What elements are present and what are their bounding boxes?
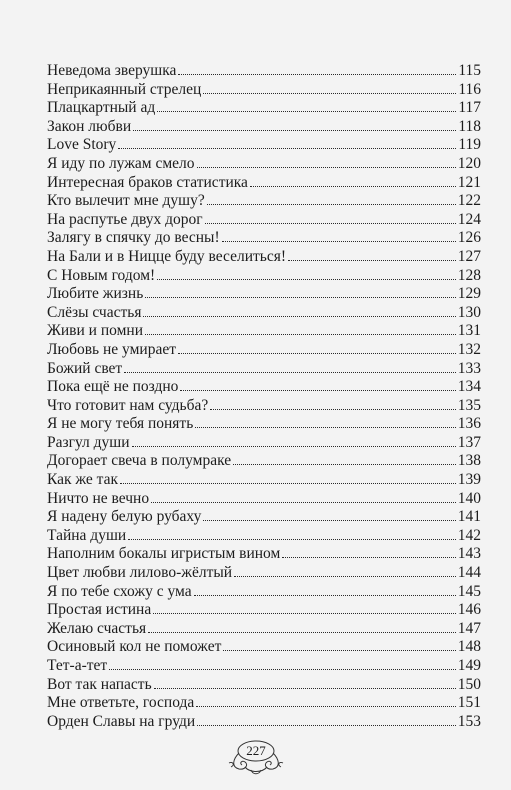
toc-entry-title: Осиновый кол не поможет bbox=[47, 638, 222, 656]
toc-entry-title: Я надену белую рубаху bbox=[47, 508, 202, 526]
toc-entry-page-number: 142 bbox=[457, 526, 481, 544]
dot-leader bbox=[124, 372, 456, 373]
toc-entry-page-number: 115 bbox=[458, 62, 481, 79]
toc-entry bbox=[47, 248, 481, 267]
toc-entry-title: Пока ещё не поздно bbox=[47, 378, 179, 396]
toc-entry-page-number: 136 bbox=[457, 415, 481, 433]
toc-entry bbox=[47, 527, 481, 546]
toc-entry-title: Кто вылечит мне душу? bbox=[47, 192, 205, 210]
dot-leader bbox=[205, 223, 456, 224]
toc-entry bbox=[47, 341, 481, 360]
toc-entry-page-number: 127 bbox=[457, 247, 481, 265]
dot-leader bbox=[250, 186, 456, 187]
toc-entry-title: Божий свет bbox=[47, 359, 123, 377]
toc-entry-page-number: 149 bbox=[457, 657, 481, 674]
toc-entry-title: Тет-а-тет bbox=[47, 657, 108, 674]
toc-entry-title: Любовь не умирает bbox=[47, 340, 176, 358]
dot-leader bbox=[223, 650, 455, 651]
toc-entry bbox=[47, 229, 481, 248]
toc-entry-page-number: 146 bbox=[457, 601, 481, 619]
toc-entry-page-number: 137 bbox=[457, 433, 481, 451]
toc-entry-page-number: 147 bbox=[457, 619, 481, 637]
dot-leader bbox=[151, 502, 456, 503]
toc-entry-title: Цвет любви лилово-жёлтый bbox=[47, 564, 233, 582]
toc-entry-title: Как же так bbox=[47, 471, 119, 489]
toc-entry bbox=[47, 434, 481, 453]
toc-entry-page-number: 134 bbox=[457, 378, 481, 396]
toc-entry bbox=[47, 620, 481, 639]
toc-entry bbox=[47, 155, 481, 174]
toc-entry bbox=[47, 452, 481, 471]
dot-leader bbox=[222, 241, 456, 242]
toc-entry-title: На Бали и в Ницце буду веселиться! bbox=[47, 247, 287, 265]
toc-entry-page-number: 124 bbox=[457, 210, 481, 228]
dot-leader bbox=[148, 632, 456, 633]
toc-entry-title: Мне ответьте, господа bbox=[47, 694, 195, 712]
toc-entry-page-number: 145 bbox=[457, 582, 481, 600]
dot-leader bbox=[145, 334, 456, 335]
toc-entry-page-number: 140 bbox=[457, 489, 481, 507]
toc-entry bbox=[47, 118, 481, 137]
dot-leader bbox=[145, 297, 455, 298]
dot-leader bbox=[154, 688, 456, 689]
toc-entry-title: Вот так напасть bbox=[47, 675, 152, 693]
toc-entry bbox=[47, 304, 481, 323]
toc-entry bbox=[47, 601, 481, 620]
toc-entry bbox=[47, 694, 481, 713]
toc-entry bbox=[47, 564, 481, 583]
dot-leader bbox=[157, 279, 456, 280]
toc-entry-title: Наполним бокалы игристым вином bbox=[47, 545, 281, 563]
toc-entry-title: Плацкартный ад bbox=[47, 99, 156, 117]
toc-entry-title: Я по тебе схожу с ума bbox=[47, 582, 192, 600]
toc-entry-title: Я не могу тебя понять bbox=[47, 415, 194, 433]
toc-entry-title: Живи и помни bbox=[47, 322, 143, 340]
toc-entry-page-number: 148 bbox=[457, 638, 481, 656]
toc-entry-title: Ничто не вечно bbox=[47, 489, 150, 507]
toc-entry bbox=[47, 99, 481, 118]
toc-entry-title: Залягу в спячку до весны! bbox=[47, 229, 220, 247]
table-of-contents bbox=[47, 62, 481, 731]
dot-leader bbox=[133, 130, 456, 131]
dot-leader bbox=[195, 427, 455, 428]
toc-entry-page-number: 138 bbox=[457, 452, 481, 470]
toc-entry bbox=[47, 192, 481, 211]
toc-entry-title: Разгул души bbox=[47, 433, 130, 451]
dot-leader bbox=[132, 446, 456, 447]
dot-leader bbox=[118, 148, 456, 149]
toc-entry bbox=[47, 378, 481, 397]
toc-entry-title: Интересная браков статистика bbox=[47, 173, 248, 191]
toc-entry bbox=[47, 397, 481, 416]
toc-entry bbox=[47, 471, 481, 490]
dot-leader bbox=[157, 111, 456, 112]
toc-entry-title: Орден Славы на груди bbox=[47, 712, 196, 730]
toc-entry bbox=[47, 322, 481, 341]
dot-leader bbox=[196, 706, 455, 707]
toc-entry bbox=[47, 676, 481, 695]
toc-entry bbox=[47, 62, 481, 81]
dot-leader bbox=[203, 93, 456, 94]
dot-leader bbox=[143, 316, 455, 317]
toc-entry-page-number: 122 bbox=[457, 192, 481, 210]
dot-leader bbox=[180, 390, 455, 391]
toc-entry bbox=[47, 638, 481, 657]
toc-entry-page-number: 118 bbox=[458, 117, 481, 135]
toc-entry bbox=[47, 174, 481, 193]
dot-leader bbox=[153, 613, 456, 614]
dot-leader bbox=[109, 669, 456, 670]
toc-entry-page-number: 119 bbox=[458, 136, 481, 154]
toc-entry bbox=[47, 81, 481, 100]
toc-entry-page-number: 153 bbox=[457, 712, 481, 730]
dot-leader bbox=[234, 576, 456, 577]
dot-leader bbox=[197, 167, 456, 168]
toc-entry-page-number: 128 bbox=[457, 266, 481, 284]
dot-leader bbox=[194, 595, 456, 596]
toc-entry-page-number: 133 bbox=[457, 359, 481, 377]
toc-entry-page-number: 143 bbox=[457, 545, 481, 563]
dot-leader bbox=[178, 74, 456, 75]
toc-entry-title: Любите жизнь bbox=[47, 285, 144, 303]
toc-entry-page-number: 117 bbox=[458, 99, 481, 117]
toc-entry-page-number: 131 bbox=[457, 322, 481, 340]
toc-entry bbox=[47, 415, 481, 434]
dot-leader bbox=[233, 464, 456, 465]
toc-entry-title: Love Story bbox=[47, 136, 117, 154]
toc-entry-title: Неприкаянный стрелец bbox=[47, 80, 202, 98]
dot-leader bbox=[197, 725, 456, 726]
toc-entry-page-number: 144 bbox=[457, 564, 481, 582]
page-folio bbox=[225, 739, 287, 779]
toc-entry-page-number: 135 bbox=[457, 396, 481, 414]
dot-leader bbox=[282, 557, 455, 558]
toc-entry bbox=[47, 713, 481, 732]
toc-entry bbox=[47, 545, 481, 564]
dot-leader bbox=[288, 260, 456, 261]
toc-entry bbox=[47, 285, 481, 304]
toc-entry bbox=[47, 136, 481, 155]
toc-entry bbox=[47, 583, 481, 602]
toc-entry-page-number: 130 bbox=[457, 303, 481, 321]
toc-entry-title: Тайна души bbox=[47, 526, 127, 544]
dot-leader bbox=[207, 204, 456, 205]
dot-leader bbox=[203, 520, 455, 521]
toc-entry-title: На распутье двух дорог bbox=[47, 210, 203, 228]
toc-entry-page-number: 126 bbox=[457, 229, 481, 247]
toc-entry-title: Что готовит нам судьба? bbox=[47, 396, 209, 414]
toc-entry-title: Неведома зверушка bbox=[47, 62, 177, 79]
toc-entry-title: Простая истина bbox=[47, 601, 152, 619]
dot-leader bbox=[128, 539, 456, 540]
toc-entry-title: Я иду по лужам смело bbox=[47, 154, 195, 172]
toc-entry-title: С Новым годом! bbox=[47, 266, 156, 284]
toc-entry-page-number: 151 bbox=[457, 694, 481, 712]
toc-entry-page-number: 121 bbox=[457, 173, 481, 191]
toc-entry-page-number: 141 bbox=[457, 508, 481, 526]
toc-entry-page-number: 129 bbox=[457, 285, 481, 303]
toc-entry-page-number: 132 bbox=[457, 340, 481, 358]
toc-entry bbox=[47, 657, 481, 676]
toc-entry bbox=[47, 490, 481, 509]
dot-leader bbox=[178, 353, 456, 354]
toc-entry-page-number: 139 bbox=[457, 471, 481, 489]
toc-entry-title: Желаю счастья bbox=[47, 619, 147, 637]
toc-entry-page-number: 150 bbox=[457, 675, 481, 693]
toc-entry bbox=[47, 508, 481, 527]
page-number: 227 bbox=[246, 743, 266, 758]
dot-leader bbox=[210, 409, 455, 410]
toc-entry-title: Догорает свеча в полумраке bbox=[47, 452, 232, 470]
toc-entry-title: Закон любви bbox=[47, 117, 132, 135]
dot-leader bbox=[120, 483, 456, 484]
toc-entry-page-number: 120 bbox=[457, 154, 481, 172]
toc-entry-page-number: 116 bbox=[458, 80, 481, 98]
toc-entry bbox=[47, 211, 481, 230]
toc-entry bbox=[47, 267, 481, 286]
toc-entry-title: Слёзы счастья bbox=[47, 303, 142, 321]
toc-entry bbox=[47, 360, 481, 379]
